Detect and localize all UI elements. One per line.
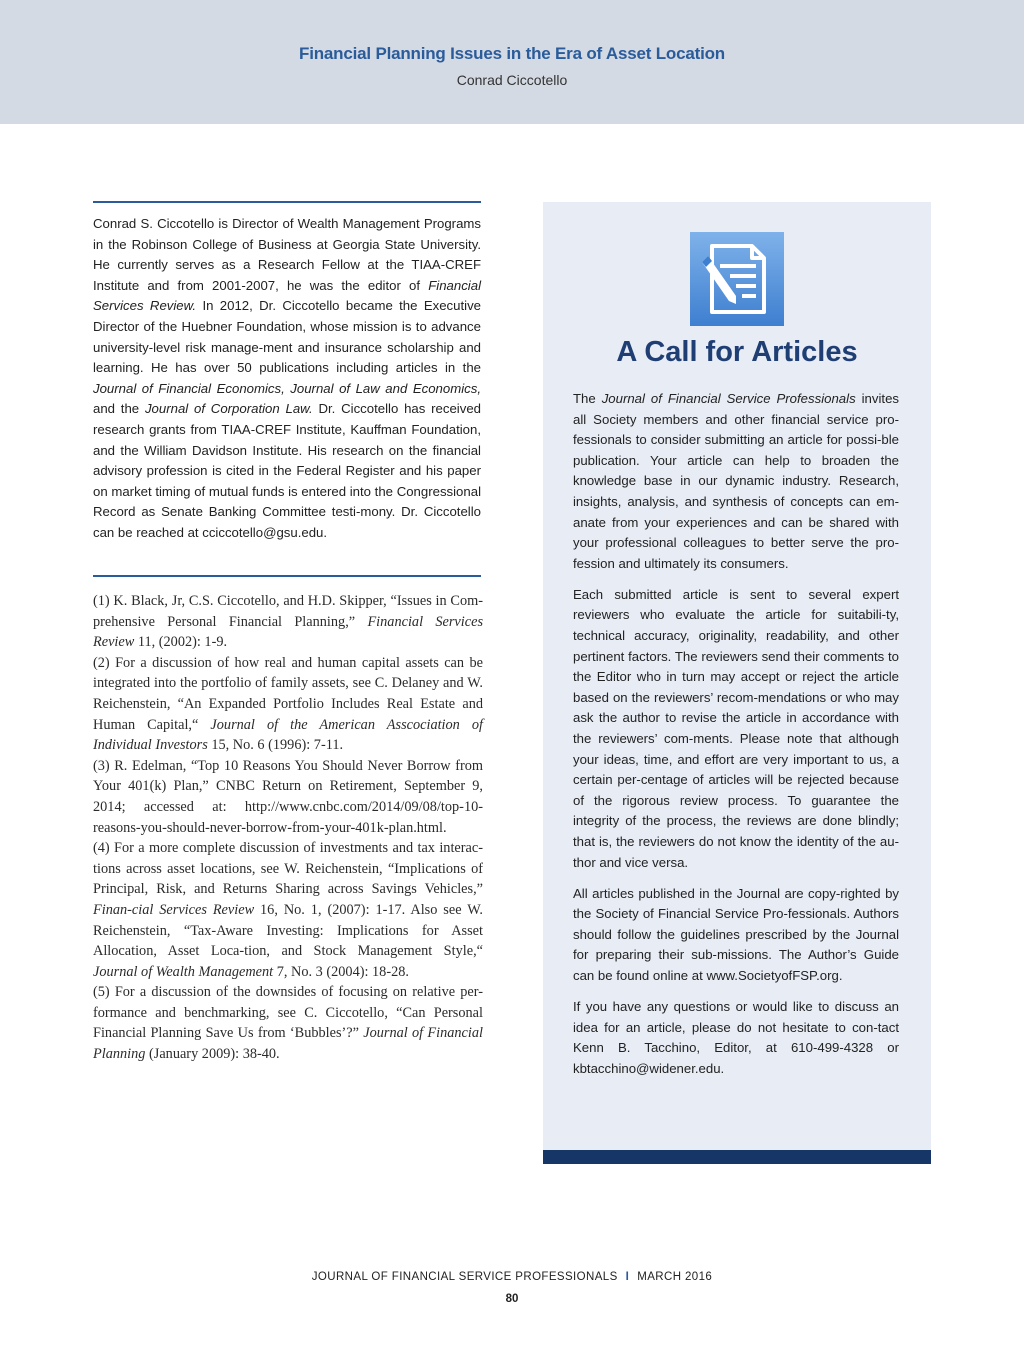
- article-title: Financial Planning Issues in the Era of Asset Location: [299, 44, 725, 63]
- call-for-articles-body: [573, 389, 899, 1090]
- endnote-1-tail: 11, (2002): 1-9.: [134, 634, 228, 651]
- endnote-1-italic: Financial Services Review: [93, 613, 484, 651]
- bio-text-2: In 2012, Dr. Ciccotello became the Executive Director of the Huebner Foundation, whose mission is to advance university-level risk manage-ment and insurance scholarship and learning. He has over 50 publications including articles in the: [93, 298, 481, 376]
- cfa-p1-lead: The: [573, 391, 602, 406]
- bio-italic-1: Financial Services Review.: [93, 277, 481, 314]
- bio-text-3: and the: [93, 401, 145, 417]
- footer-date: MARCH 2016: [637, 1271, 713, 1283]
- endnote-3: (3) R. Edelman, “Top 10 Reasons You Should Never Borrow from Your 401(k) Plan,” CNBC Return on Retirement, September 9, 2014; accessed at: http://www.cnbc.com/2014/09/08/top-10-reasons-you-should-never-borrow-from-your-401k-plan.html.: [93, 757, 483, 836]
- cfa-paragraph-3: All articles published in the Journal are copy-righted by the Society of Financial Service Pro-fessionals. Authors should follow the guidelines prescribed by the Journal for preparing their sub-missions. The Author’s Guide can be found online at www.SocietyofFSP.org.: [573, 885, 899, 984]
- cfa-p1-italic: Journal of Financial Service Professionals: [601, 391, 856, 406]
- endnote-2: [93, 653, 483, 756]
- cfa-paragraph-1: [573, 389, 899, 574]
- cfa-paragraph-4: If you have any questions or would like to discuss an idea for an article, please do not hesitate to con-tact Kenn B. Tacchino, Editor, at 610-499-4328 or kbtacchino@widener.edu.: [573, 999, 899, 1076]
- endnote-4: [93, 838, 483, 982]
- endnotes: [93, 591, 483, 1065]
- bio-text-4: Dr. Ciccotello has received research grants from TIAA-CREF Institute, Kauffman Foundation, and the William Davidson Institute. His research on the financial advisory profession is cited in the Federal Register and his paper on market timing of mutual funds is entered into the Congressional Record as Senate Banking Committee testi-mony. Dr. Ciccotello can be reached at cciccotello@gsu.edu.: [93, 401, 481, 540]
- endnote-5-tail: (January 2009): 38-40.: [145, 1046, 280, 1063]
- bio-top-rule: [93, 201, 481, 203]
- cfa-p1-text: invites all Society members and other financial service pro-fessionals to consider submitting an article for possi-ble publication. Your article can help to broaden the knowledge base in our dynamic industry. Research, insights, analysis, and synthesis of concepts can em-anate from your experiences and can be shared with your professional colleagues to better serve the pro-fession and ultimately its consumers.: [573, 391, 900, 571]
- page-number: 80: [505, 1293, 519, 1305]
- endnote-5-italic: Journal of Financial Planning: [93, 1025, 483, 1063]
- endnote-1-text: (1) K. Black, Jr, C.S. Ciccotello, and H.D. Skipper, “Issues in Com-prehensive Personal Financial Planning,”: [93, 593, 483, 630]
- endnote-4-tail: 7, No. 3 (2004): 18-28.: [273, 963, 409, 980]
- cfa-paragraph-2: Each submitted article is sent to several expert reviewers who evaluate the article for suitabili-ty, technical accuracy, originality, readability, and other pertinent factors. The reviewers send their comments to the Editor who in turn may accept or reject the article based on the reviewers’ recom-mendations or who may ask the author to revise the article in accordance with the reviewers’ com-ments. Please note that although your ideas, time, and effort are very important to us, a certain per-centage of articles will be rejected because of the rigorous review process. To guarantee the integrity of the process, the reviews are done blindly; that is, the reviewers do not know the identity of the au-thor and vice versa.: [573, 586, 899, 870]
- footer-separator: I: [625, 1271, 630, 1283]
- endnote-2-italic: Journal of the American Asscociation of Individual Investors: [93, 716, 484, 754]
- endnote-5: [93, 982, 483, 1064]
- endnote-4-middle: 16, No. 1, (2007): 1-17. Also see W. Reichenstein, “Tax-Aware Investing: Implications for Asset Allocation, Asset Loca-tion, and Stock Management Style,“: [93, 901, 483, 960]
- endnote-1: [93, 591, 483, 653]
- endnote-2-text: (2) For a discussion of how real and human capital assets can be integrated into the portfolio of family assets, see C. Delaney and W. Reichenstein, “An Expanded Portfolio Includes Real Estate and Human Capital,“: [93, 654, 483, 733]
- endnote-4-italic: Finan-cial Services Review: [93, 901, 255, 918]
- call-for-articles-title: A Call for Articles: [616, 336, 858, 368]
- endnote-4-italic-2: Journal of Wealth Management: [93, 963, 274, 980]
- bio-bottom-rule: [93, 575, 481, 577]
- endnote-2-tail: 15, No. 6 (1996): 7-11.: [207, 737, 344, 754]
- article-author: Conrad Ciccotello: [456, 72, 568, 88]
- endnote-4-text: (4) For a more complete discussion of investments and tax interac-tions across asset locations, see W. Reichenstein, “Implications of Principal, Risk, and Returns Sharing across Savings Vehicles,”: [93, 840, 483, 898]
- bio-italic-2: Journal of Financial Economics, Journal of Law and Economics,: [93, 380, 481, 396]
- bio-text-1: Conrad S. Ciccotello is Director of Wealth Management Programs in the Robinson College of Business at Georgia State University. He currently serves as a Research Fellow at the TIAA-CREF Institute and from 2001-2007, he was the editor of: [93, 216, 481, 293]
- call-for-articles-footer-bar: [543, 1150, 931, 1164]
- footer-journal: JOURNAL OF FINANCIAL SERVICE PROFESSIONALS: [311, 1271, 618, 1283]
- endnote-5-text: (5) For a discussion of the downsides of focusing on relative per-formance and benchmarking, see C. Ciccotello, “Can Personal Financial Planning Save Us from ‘Bubbles’?”: [93, 984, 483, 1042]
- page-footer: [0, 1271, 1024, 1283]
- document-pencil-icon: [690, 232, 784, 326]
- author-bio: [93, 214, 481, 544]
- bio-italic-3: Journal of Corporation Law.: [144, 401, 313, 417]
